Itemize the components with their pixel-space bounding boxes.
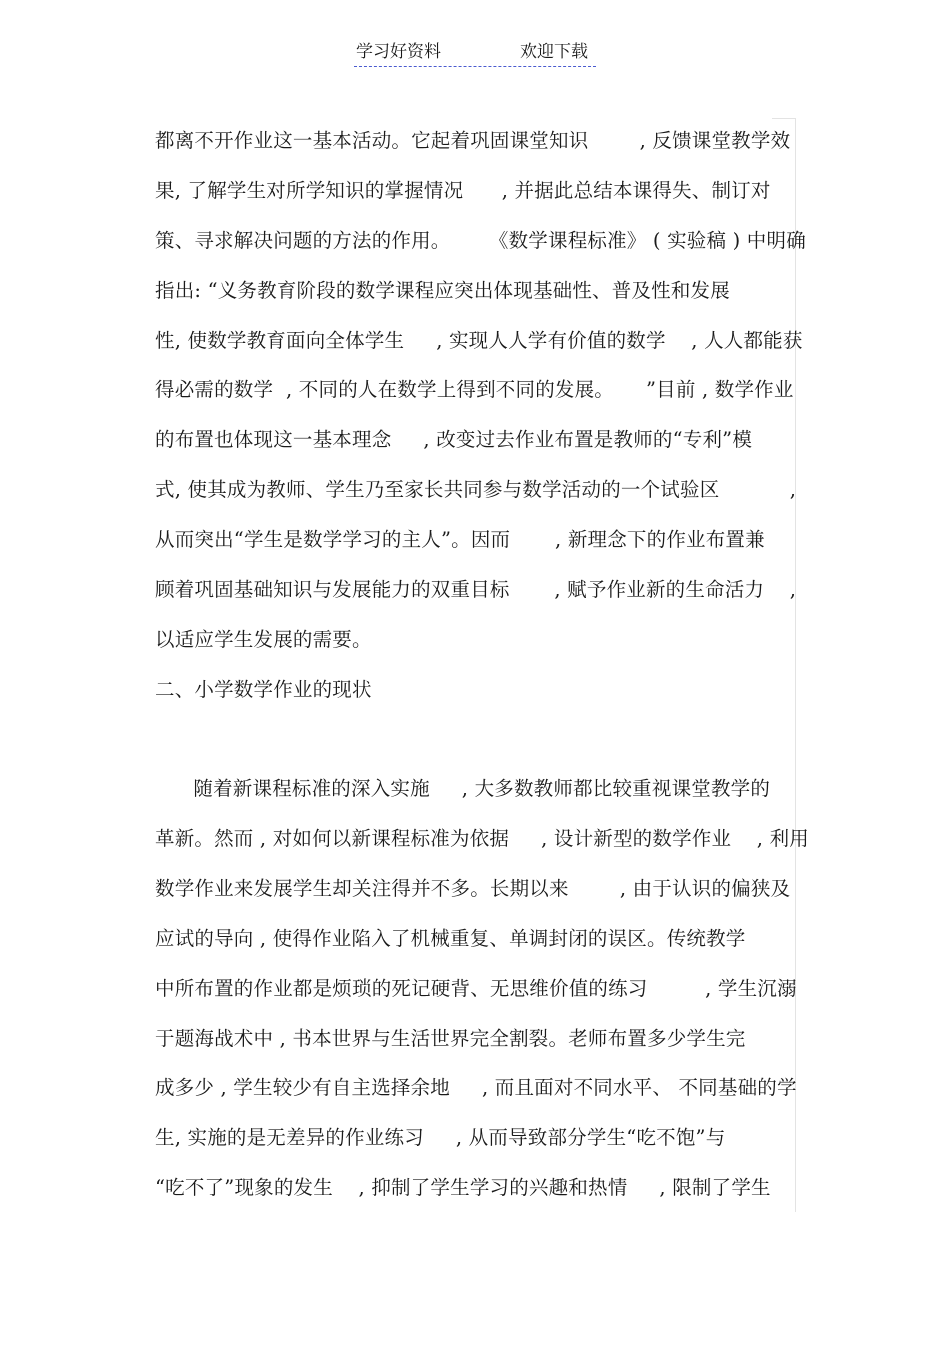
text-line: 指出: “义务教育阶段的数学课程应突出体现基础性、普及性和发展	[155, 279, 730, 302]
text-line: 数学作业来发展学生却关注得并不多。长期以来 , 由于认识的偏狭及	[155, 877, 791, 900]
text-line: 革新。然而 , 对如何以新课程标准为依据 , 设计新型的数学作业 , 利用	[155, 827, 809, 850]
text-line: 随着新课程标准的深入实施 , 大多数教师都比较重视课堂教学的	[155, 777, 771, 800]
text-line: 策、寻求解决问题的方法的作用。 《数学课程标准》 ( 实验稿 ) 中明确	[155, 229, 806, 252]
page-header	[354, 42, 596, 67]
header-left-text: 学习好资料	[356, 42, 441, 62]
text-line: 成多少 , 学生较少有自主选择余地 , 而且面对不同水平、 不同基础的学	[155, 1076, 797, 1099]
text-line: 顾着巩固基础知识与发展能力的双重目标 , 赋予作业新的生命活力 ,	[155, 578, 797, 601]
section-heading: 二、小学数学作业的现状	[155, 678, 372, 701]
text-line: 于题海战术中 , 书本世界与生活世界完全割裂。老师布置多少学生完	[155, 1027, 746, 1050]
text-line: 都离不开作业这一基本活动。它起着巩固课堂知识 , 反馈课堂教学效	[155, 129, 791, 152]
text-line: 以适应学生发展的需要。	[155, 628, 372, 651]
text-line: 从而突出“学生是数学学习的主人”。因而 , 新理念下的作业布置兼	[155, 528, 765, 551]
text-line: 得必需的数学 , 不同的人在数学上得到不同的发展。 ”目前 , 数学作业	[155, 378, 794, 401]
text-line: 的布置也体现这一基本理念 , 改变过去作业布置是教师的“专利”模	[155, 428, 753, 451]
text-line: 应试的导向 , 使得作业陷入了机械重复、单调封闭的误区。传统教学	[155, 927, 746, 950]
text-line: “吃不了”现象的发生 , 抑制了学生学习的兴趣和热情 , 限制了学生	[155, 1176, 771, 1199]
text-line: 性, 使数学教育面向全体学生 , 实现人人学有价值的数学 , 人人都能获	[155, 329, 803, 352]
text-line: 生, 实施的是无差异的作业练习 , 从而导致部分学生“吃不饱”与	[155, 1126, 726, 1149]
text-line: 式, 使其成为教师、学生乃至家长共同参与数学活动的一个试验区 ,	[155, 478, 797, 501]
frame-top-line	[772, 118, 796, 119]
frame-right-line	[795, 118, 796, 1212]
text-line: 中所布置的作业都是烦琐的死记硬背、无思维价值的练习 , 学生沉溺	[155, 977, 797, 1000]
header-right-text: 欢迎下载	[520, 42, 588, 62]
text-line: 果, 了解学生对所学知识的掌握情况 , 并据此总结本课得失、制订对	[155, 179, 771, 202]
